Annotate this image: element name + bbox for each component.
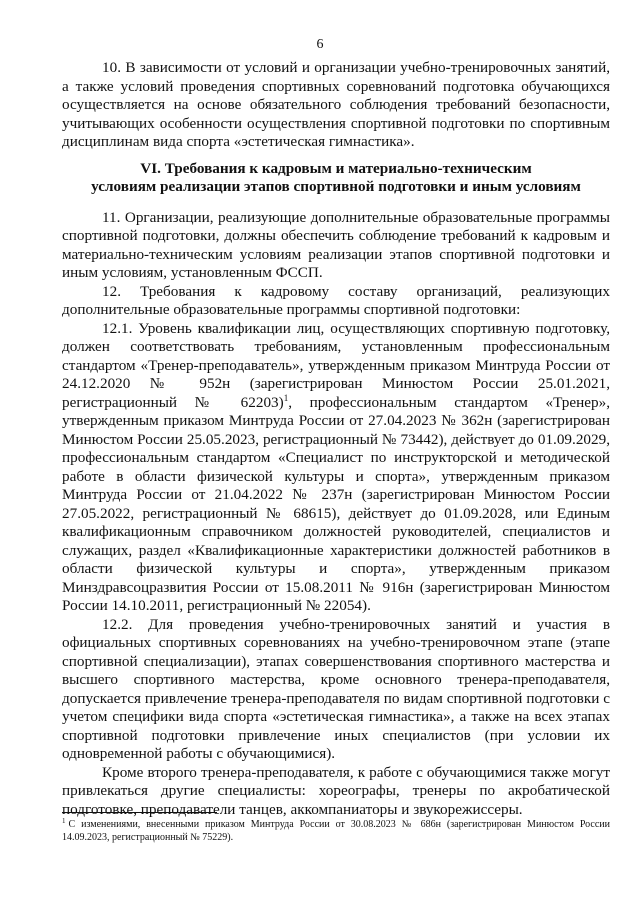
page-number: 6 [316,37,324,52]
section-heading-line-2: условиям реализации этапов спортивной подготовки и иным условиям [91,178,581,195]
paragraph-12-1-part-1: 12.1. Уровень квалификации лиц, осуществляющих спортивную подготовку, должен соответствовать требованиям, установленным профессиональным стандартом «Тренер-преподаватель», утвержденным приказом Минтруда России от 24.12.2020 № 952н (зарегистрирован Минюстом России 25.01.2021, регистрационный № 62203) [62,319,610,411]
paragraph-12-1-part-2: , профессиональным стандартом «Тренер», утвержденным приказом Минтруда России от 27.04.2023 № 362н (зарегистрирован Минюстом России 25.05.2023, регистрационный № 73442), действует до 01.09.2029, профессиональным стандартом «Специалист по инструкторской и методической работе в области физической культуры и спорта», утвержденным приказом Минтруда России от 21.04.2022 № 237н (зарегистрирован Минюстом России 27.05.2022, регистрационный № 68615), действует до 01.09.2028, или Единым квалификационным справочником должностей руководителей, специалистов и служащих, раздел «Квалификационные характеристики должностей работников в области физической культуры и спорта», утвержденным приказом Минздравсоцразвития России от 15.08.2011 № 916н (зарегистрирован Минюстом России 14.10.2011, регистрационный № 22054). [62,393,610,614]
section-heading [62,160,610,197]
paragraph-12-2: 12.2. Для проведения учебно-тренировочных занятий и участия в официальных спортивных соревнованиях на учебно-тренировочном этапе (этапе спортивной специализации), этапах совершенствования спортивного мастерства и высшего спортивного мастерства, кроме основного тренера-преподавателя, допускается привлечение тренера-преподавателя по видам спортивной подготовки с учетом специфики вида спорта «эстетическая гимнастика», а также на всех этапах спортивной подготовки привлечение иных специалистов (при условии их одновременной работы с обучающимися). [62,615,610,762]
footnote-mark: 1 [62,816,66,825]
footnote-divider [62,812,217,813]
paragraph-12: 12. Требования к кадровому составу организаций, реализующих дополнительные образовательные программы спортивной подготовки: [62,282,610,318]
footnote [62,818,610,844]
document-body [62,59,610,819]
paragraph-12-1 [62,320,610,616]
section-heading-line-1: VI. Требования к кадровым и материально-техническим [140,159,532,177]
paragraph-10: 10. В зависимости от условий и организации учебно-тренировочных занятий, а также условий проведения спортивных соревнований подготовка обучающихся осуществляется на основе обязательного соблюдения требований безопасности, учитывающих особенности осуществления спортивной подготовки по спортивным дисциплинам вида спорта «эстетическая гимнастика». [62,59,610,150]
paragraph-other-specialists: Кроме второго тренера-преподавателя, к работе с обучающимися также могут привлекаться другие специалисты: хореографы, тренеры по акробатической подготовке, преподаватели танцев, аккомпаниаторы и звукорежиссеры. [62,763,610,818]
paragraph-11: 11. Организации, реализующие дополнительные образовательные программы спортивной подготовки, должны обеспечить соблюдение требований к кадровым и материально-техническим условиям реализации этапов спортивной подготовки и иным условиям, установленным ФССП. [62,208,610,281]
footnote-text: С изменениями, внесенными приказом Минтруда России от 30.08.2023 № 686н (зарегистрирован Минюстом России 14.09.2023, регистрационный № 75229). [62,819,610,843]
footnote-reference: 1 [283,392,289,403]
